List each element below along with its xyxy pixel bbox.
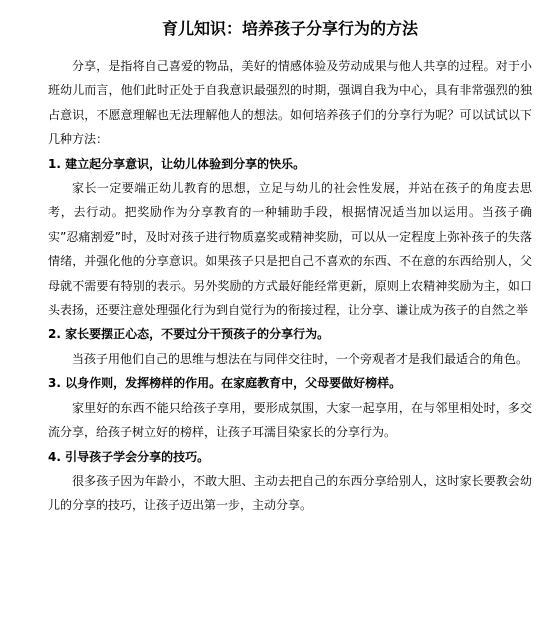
section-body-1: 家长一定要端正幼儿教育的思想，立足与幼儿的社会性发展，并站在孩子的角度去思考，去行动。把奖励作为分享教育的一种辅助手段，根据情况适当加以运用。当孩子确实”忍痛割爱”时，及时对孩子进行物质嘉奖或精神奖励，可以从一定程度上弥补孩子的失落情绪，并强化他的分享意识。如果孩子只是把自己不喜欢的东西、不在意的东西给别人，父母就不需要有特别的表示。另外奖励的方式最好能经常更新，原则上农精神奖励为主，如口头表扬，还要注意处理强化行为到自觉行为的衔接过程，让分享、谦让成为孩子的自然之举 [48, 181, 532, 318]
section-heading-3: 3. 以身作则，发挥榜样的作用。在家庭教育中，父母要做好榜样。 [48, 376, 402, 391]
intro-paragraph: 分享，是指将自己喜爱的物品，美好的情感体验及劳动成果与他人共享的过程。对于小班幼儿而言，他们此时正处于自我意识最强烈的时期，强调自我为中心，具有非常强烈的独占意识，不愿意理解也无法理解他人的想法。如何培养孩子们的分享行为呢？可以试试以下几种方法： [48, 59, 532, 147]
section-heading-4: 4. 引导孩子学会分享的技巧。 [48, 449, 210, 464]
section-heading-2: 2. 家长要摆正心态，不要过分干预孩子的分享行为。 [48, 327, 330, 342]
section-heading-1: 1. 建立起分享意识，让幼儿体验到分享的快乐。 [48, 156, 306, 171]
document-title: 育儿知识：培养孩子分享行为的方法 [161, 19, 418, 38]
section-body-3: 家里好的东西不能只给孩子享用，要形成氛围，大家一起享用，在与邻里相处时，多交流分享，给孩子树立好的榜样，让孩子耳濡目染家长的分享行为。 [48, 400, 532, 440]
section-body-4: 很多孩子因为年龄小，不敢大胆、主动去把自己的东西分享给别人，这时家长要教会幼儿的分享的技巧，让孩子迈出第一步，主动分享。 [48, 473, 532, 513]
section-body-2: 当孩子用他们自己的思维与想法在与同伴交往时，一个旁观者才是我们最适合的角色。 [72, 351, 529, 366]
